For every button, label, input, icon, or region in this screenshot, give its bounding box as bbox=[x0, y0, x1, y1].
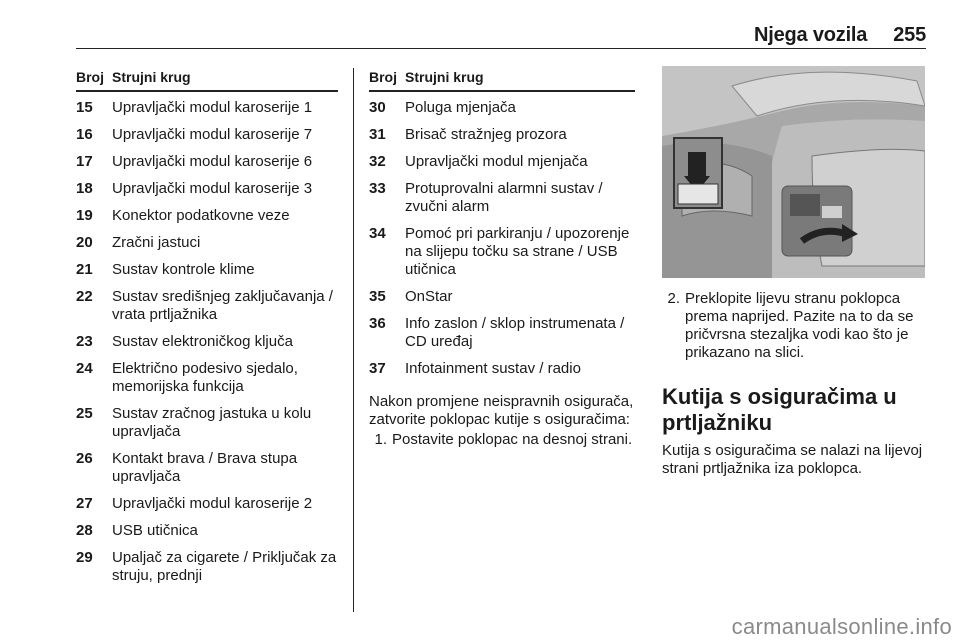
table-row bbox=[76, 99, 338, 117]
section-paragraph: Kutija s osiguračima se nalazi na lijevoj strani prtljažnika iza poklopca. bbox=[662, 442, 923, 477]
circuit-name: Infotainment sustav / radio bbox=[405, 360, 581, 377]
step-2 bbox=[662, 290, 928, 362]
fuse-number: 18 bbox=[76, 180, 93, 197]
circuit-name: Konektor podatkovne veze bbox=[112, 207, 290, 224]
table-row bbox=[76, 333, 338, 351]
circuit-name: OnStar bbox=[405, 288, 453, 305]
circuit-name: USB utičnica bbox=[112, 522, 198, 539]
circuit-name: Sustav zračnog jastuka u kolu upravljača bbox=[112, 405, 312, 440]
car-interior-image bbox=[662, 66, 925, 278]
fuse-number: 23 bbox=[76, 333, 93, 350]
table-row bbox=[76, 234, 338, 252]
circuit-name: Brisač stražnjeg prozora bbox=[405, 126, 567, 143]
circuit-name: Zračni jastuci bbox=[112, 234, 201, 251]
table-row bbox=[76, 126, 338, 144]
table-row bbox=[76, 522, 338, 540]
right-column-text bbox=[662, 290, 928, 478]
column-header-number: Broj bbox=[369, 69, 397, 85]
fuse-number: 24 bbox=[76, 360, 93, 377]
step-text: Postavite poklopac na desnoj strani. bbox=[392, 431, 633, 448]
table-row bbox=[369, 180, 635, 216]
fuse-number: 30 bbox=[369, 99, 386, 116]
watermark: carmanualsonline.info bbox=[731, 614, 952, 639]
table-row bbox=[76, 288, 338, 324]
table-row bbox=[76, 153, 338, 171]
fuse-number: 36 bbox=[369, 315, 386, 332]
circuit-name: Upravljački modul karoserije 2 bbox=[112, 495, 313, 512]
circuit-name: Električno podesivo sjedalo, memorijska funkcija bbox=[112, 360, 298, 395]
circuit-name: Upravljački modul karoserije 6 bbox=[112, 153, 313, 170]
step-1 bbox=[369, 431, 635, 449]
fuse-number: 27 bbox=[76, 495, 93, 512]
circuit-name: Sustav elektroničkog ključa bbox=[112, 333, 293, 350]
fuse-number: 17 bbox=[76, 153, 93, 170]
table-row bbox=[76, 261, 338, 279]
step-text: Preklopite lijevu stranu poklopca prema naprijed. Pazite na to da se pričvrsna stezaljka vodi kao što je prikazano na slici. bbox=[685, 290, 914, 361]
fuse-number: 33 bbox=[369, 180, 386, 197]
fuse-number: 26 bbox=[76, 450, 93, 467]
step-number: 2. bbox=[667, 290, 680, 307]
table-header bbox=[76, 68, 338, 92]
table-header bbox=[369, 68, 635, 92]
fuse-table-left bbox=[76, 68, 338, 585]
circuit-name: Kontakt brava / Brava stupa upravljača bbox=[112, 450, 298, 485]
table-row bbox=[369, 315, 635, 351]
fuse-table-right-column bbox=[369, 68, 635, 449]
table-row bbox=[369, 360, 635, 378]
circuit-name: Upaljač za cigarete / Priključak za struju, prednji bbox=[112, 549, 337, 584]
fuse-number: 21 bbox=[76, 261, 93, 278]
page-number: 255 bbox=[893, 24, 926, 46]
circuit-name: Poluga mjenjača bbox=[405, 99, 516, 116]
fuse-number: 32 bbox=[369, 153, 386, 170]
table-row bbox=[76, 405, 338, 441]
column-divider bbox=[353, 68, 354, 612]
fuse-number: 15 bbox=[76, 99, 93, 116]
table-row bbox=[76, 549, 338, 585]
circuit-name: Sustav kontrole klime bbox=[112, 261, 255, 278]
table-row bbox=[76, 495, 338, 513]
column-header-number: Broj bbox=[76, 69, 104, 85]
table-row bbox=[76, 180, 338, 198]
fuse-number: 25 bbox=[76, 405, 93, 422]
instruction-paragraph: Nakon promjene neispravnih osigurača, zatvorite poklopac kutije s osiguračima: bbox=[369, 393, 634, 428]
fuse-number: 19 bbox=[76, 207, 93, 224]
table-row bbox=[369, 126, 635, 144]
fuse-number: 29 bbox=[76, 549, 93, 566]
circuit-name: Protuprovalni alarmni sustav / zvučni alarm bbox=[405, 180, 603, 215]
fuse-number: 22 bbox=[76, 288, 93, 305]
fuse-number: 35 bbox=[369, 288, 386, 305]
fuse-cover-illustration bbox=[662, 66, 925, 278]
table-row bbox=[369, 153, 635, 171]
page-header bbox=[76, 24, 926, 48]
fuse-number: 20 bbox=[76, 234, 93, 251]
circuit-name: Upravljački modul karoserije 3 bbox=[112, 180, 313, 197]
table-row bbox=[369, 225, 635, 279]
step-number: 1. bbox=[374, 431, 387, 448]
circuit-name: Upravljački modul karoserije 1 bbox=[112, 99, 313, 116]
circuit-name: Pomoć pri parkiranju / upozorenje na slijepu točku sa strane / USB utičnica bbox=[405, 225, 630, 278]
table-body bbox=[369, 99, 635, 378]
table-body bbox=[76, 99, 338, 585]
table-row bbox=[76, 450, 338, 486]
fuse-number: 34 bbox=[369, 225, 386, 242]
circuit-name: Upravljački modul karoserije 7 bbox=[112, 126, 313, 143]
table-row bbox=[76, 207, 338, 225]
table-row bbox=[369, 99, 635, 117]
table-row bbox=[76, 360, 338, 396]
column-header-circuit: Strujni krug bbox=[405, 69, 484, 85]
column-header-circuit: Strujni krug bbox=[112, 69, 191, 85]
table-row bbox=[369, 288, 635, 306]
circuit-name: Info zaslon / sklop instrumenata / CD uređaj bbox=[405, 315, 625, 350]
circuit-name: Upravljački modul mjenjača bbox=[405, 153, 588, 170]
fuse-number: 31 bbox=[369, 126, 386, 143]
section-heading: Kutija s osiguračima u prtljažniku bbox=[662, 384, 897, 435]
circuit-name: Sustav središnjeg zaključavanja / vrata prtljažnika bbox=[112, 288, 333, 323]
fuse-number: 37 bbox=[369, 360, 386, 377]
header-rule bbox=[76, 48, 926, 49]
fuse-number: 28 bbox=[76, 522, 93, 539]
page-title: Njega vozila bbox=[754, 24, 868, 46]
fuse-number: 16 bbox=[76, 126, 93, 143]
